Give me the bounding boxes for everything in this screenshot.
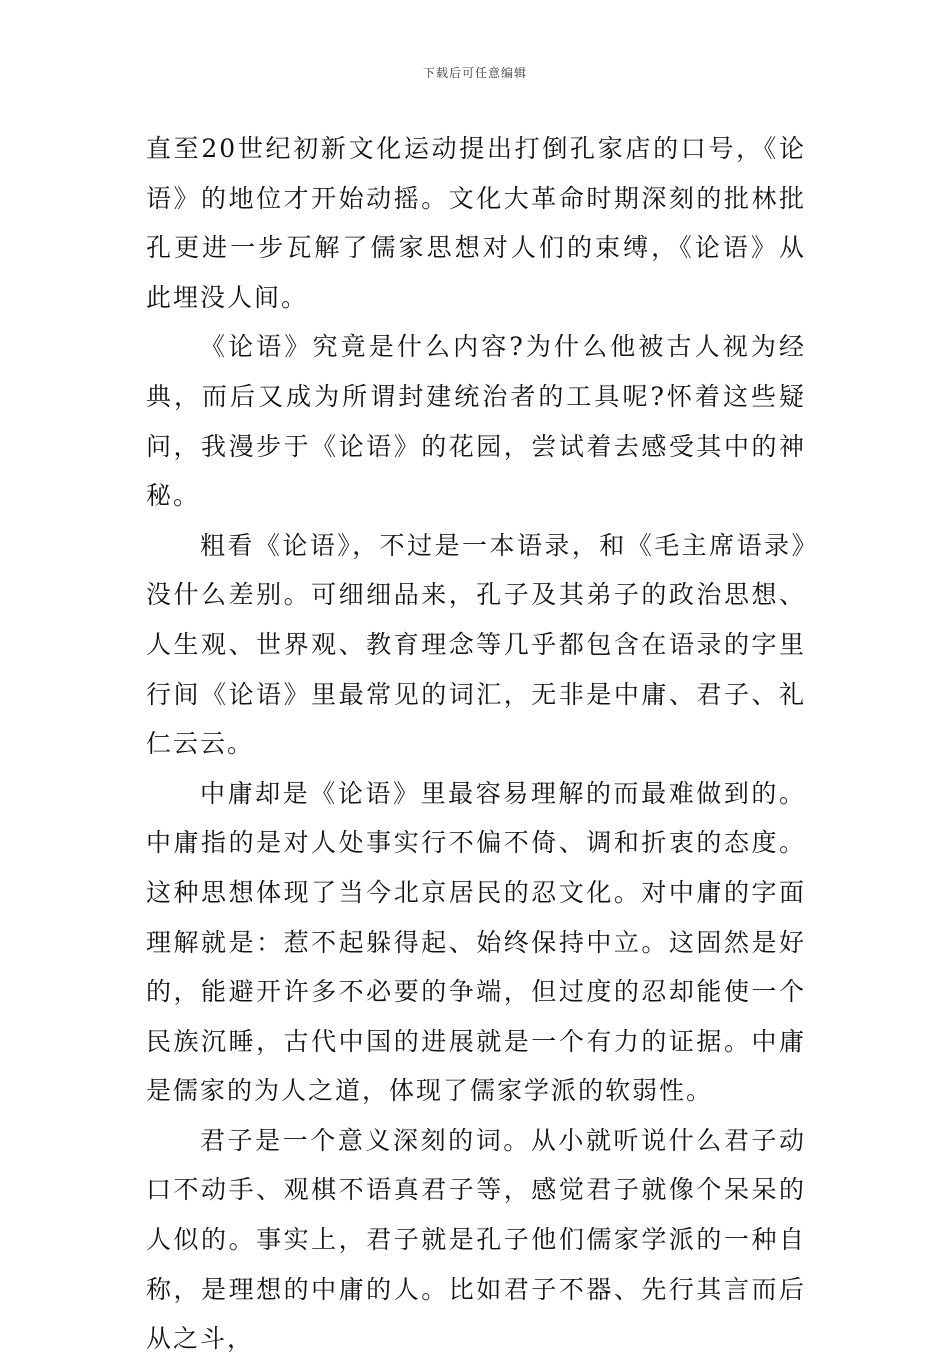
document-body [146,124,806,1364]
paragraph-1: 直至20世纪初新文化运动提出打倒孔家店的口号，《论语》的地位才开始动摇。文化大革命时期深刻的批林批孔更进一步瓦解了儒家思想对人们的束缚，《论语》从此埋没人间。 [146,134,806,312]
paragraph-4: 中庸却是《论语》里最容易理解的而最难做到的。中庸指的是对人处事实行不偏不倚、调和折衷的态度。这种思想体现了当今北京居民的忍文化。对中庸的字面理解就是：惹不起躲得起、始终保持中立。这固然是好的，能避开许多不必要的争端，但过度的忍却能使一个民族沉睡，古代中国的进展就是一个有力的证据。中庸是儒家的为人之道，体现了儒家学派的软弱性。 [146,778,806,1106]
paragraph-5: 君子是一个意义深刻的词。从小就听说什么君子动口不动手、观棋不语真君子等，感觉君子就像个呆呆的人似的。事实上，君子就是孔子他们儒家学派的一种自称，是理想的中庸的人。比如君子不器、先行其言而后从之斗， [146,1125,806,1354]
paragraph-2: 《论语》究竟是什么内容?为什么他被古人视为经典，而后又成为所谓封建统治者的工具呢?怀着这些疑问，我漫步于《论语》的花园，尝试着去感受其中的神秘。 [146,332,806,511]
page-header: 下载后可任意编辑 [422,66,527,80]
paragraph-3: 粗看《论语》，不过是一本语录，和《毛主席语录》没什么差别。可细细品来，孔子及其弟子的政治思想、人生观、世界观、教育理念等几乎都包含在语录的字里行间《论语》里最常见的词汇，无非是中庸、君子、礼仁云云。 [146,530,806,759]
